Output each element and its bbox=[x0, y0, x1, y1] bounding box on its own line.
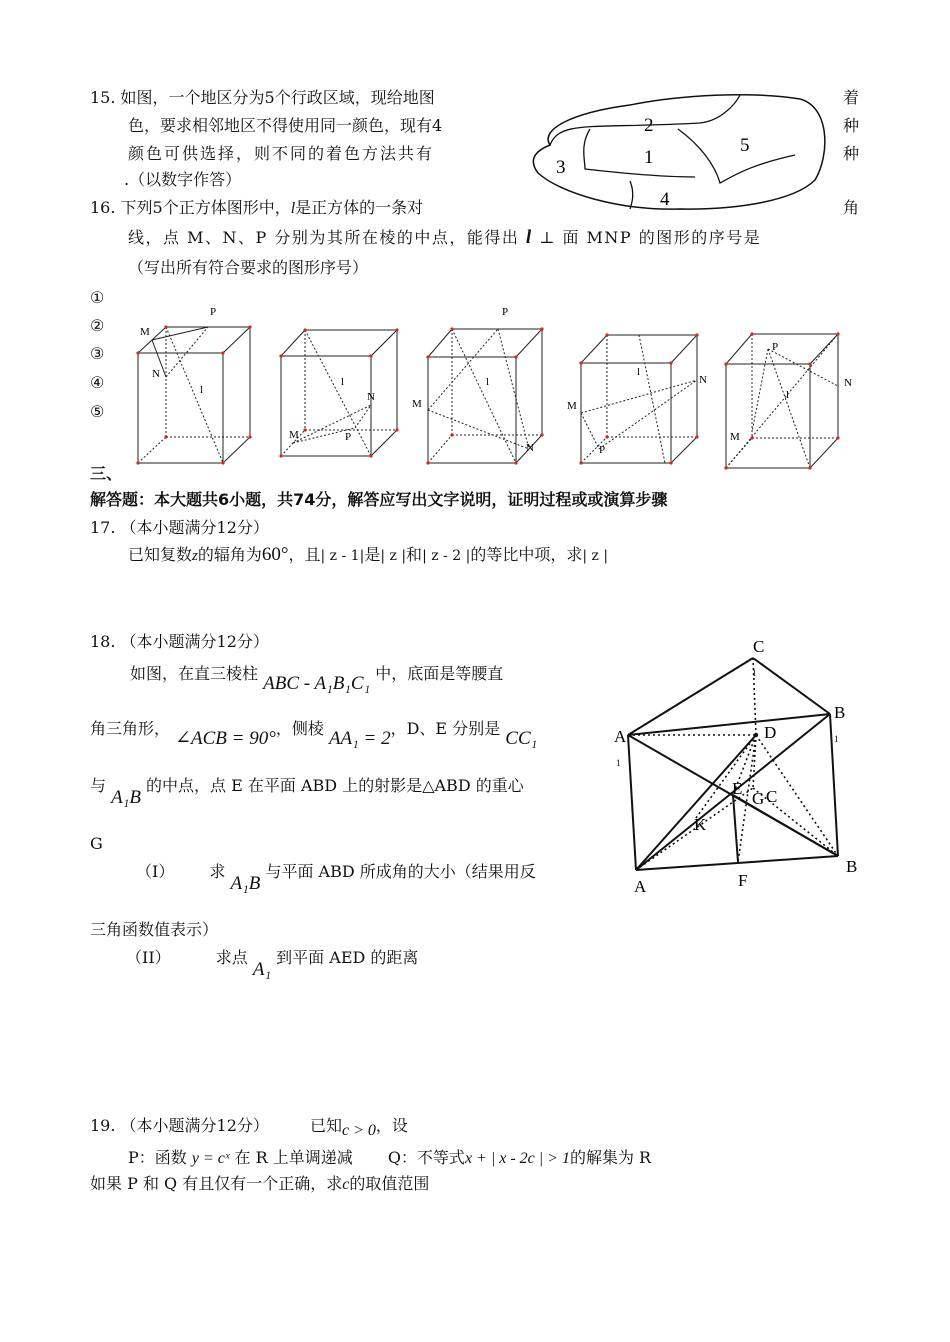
q17-body-a: 已知复数 bbox=[128, 545, 193, 564]
map-label-5: 5 bbox=[740, 135, 750, 156]
q19-head-b: 已知 bbox=[310, 1116, 343, 1135]
label-b1-sub: 1 bbox=[834, 734, 839, 744]
q18-part2-var: A₁ bbox=[252, 959, 272, 980]
q16-line2-a: 线，点 M、N、P 分别为其所在棱的中点，能得出 bbox=[128, 228, 520, 247]
q18-a1b: A₁B bbox=[111, 787, 141, 808]
q19-last-a: 如果 P 和 Q 有且仅有一个正确，求 bbox=[90, 1174, 343, 1193]
q16-line1-end: 角 bbox=[843, 198, 860, 217]
q18-para2 bbox=[90, 717, 538, 749]
q15-line1: 15. 如图，一个地区分为5个行政区域，现给地图 bbox=[90, 88, 435, 107]
q18-p2-c: ，D、E 分别是 bbox=[390, 719, 501, 738]
map-label-4: 4 bbox=[660, 189, 670, 210]
q18-cc1: CC₁ bbox=[505, 728, 538, 749]
q18-part1-label: （I） bbox=[136, 862, 175, 881]
cube2-label-n: N bbox=[367, 391, 375, 403]
q18-part1-b: 与平面 ABD 所成角的大小（结果用反 bbox=[265, 862, 536, 881]
cube3-label-n: N bbox=[526, 442, 534, 454]
q18-part1-var: A₁B bbox=[230, 873, 261, 894]
map-label-1: 1 bbox=[644, 147, 654, 168]
q19-last-var: c bbox=[342, 1176, 350, 1193]
q19-ineq: x + | x - 2c | > 1 bbox=[464, 1150, 570, 1167]
label-k: K bbox=[694, 815, 707, 834]
label-b: B bbox=[846, 857, 858, 876]
cube1-label-l: l bbox=[200, 384, 204, 396]
q15-line4: .（以数字作答） bbox=[124, 170, 242, 189]
cube2-label-m: M bbox=[289, 429, 299, 441]
section-3-heading: 三、 bbox=[90, 464, 123, 483]
region-map-figure bbox=[520, 85, 835, 215]
option-4: ④ bbox=[90, 373, 105, 392]
cube3-label-m: M bbox=[412, 398, 422, 410]
q16-line2-b: 面 MNP 的图形的序号是 bbox=[562, 228, 762, 247]
q17-body-f: 的等比中项，求 bbox=[470, 545, 583, 564]
q19-func: y = cˣ bbox=[191, 1150, 230, 1167]
q15-line2-end: 种 bbox=[843, 116, 860, 135]
q18-part1-a: 求 bbox=[209, 862, 226, 881]
q18-part1-cont: 三角函数值表示） bbox=[90, 920, 219, 939]
label-a: A bbox=[634, 877, 647, 896]
q18-p1-a: 如图，在直三棱柱 bbox=[130, 664, 259, 683]
cube-figure-3 bbox=[410, 305, 550, 470]
q19-head bbox=[90, 1114, 408, 1139]
q16-line3: （写出所有符合要求的图形序号） bbox=[128, 258, 369, 277]
q18-p2-b: ，侧棱 bbox=[275, 719, 324, 738]
q18-angle: ∠ACB = 90° bbox=[175, 728, 276, 749]
q17-body-b: 的辐角为 bbox=[197, 545, 262, 564]
map-label-2: 2 bbox=[644, 115, 654, 136]
q17-z: z bbox=[192, 548, 198, 564]
q18-part2 bbox=[126, 946, 419, 980]
q16-perp: ⊥ bbox=[539, 228, 556, 247]
q17-abs4: | z | bbox=[582, 548, 609, 564]
label-f: F bbox=[738, 871, 748, 890]
q17-abs3: | z - 2 | bbox=[422, 548, 471, 564]
option-2: ② bbox=[90, 316, 105, 335]
map-label-3: 3 bbox=[556, 157, 566, 178]
cube-figure-5 bbox=[720, 320, 865, 470]
q15-line3: 颜色可供选择，则不同的着色方法共有 bbox=[128, 144, 435, 163]
label-a1: A bbox=[614, 727, 627, 746]
q19-q-label: Q：不等式 bbox=[387, 1148, 465, 1167]
cube2-label-l: l bbox=[341, 376, 345, 388]
q17-abs1: | z - 1| bbox=[320, 548, 365, 564]
cube5-label-n: N bbox=[844, 377, 852, 389]
cube1-label-n: N bbox=[152, 368, 160, 380]
q16-l-var: l bbox=[290, 200, 296, 217]
cube4-label-l: l bbox=[637, 366, 641, 378]
q17-angle: 60° bbox=[261, 544, 289, 565]
q16-line1-b: 是正方体的一条对 bbox=[295, 198, 424, 217]
label-c: C bbox=[766, 787, 778, 806]
q18-p3-b: 的中点，点 E 在平面 ABD 上的射影是△ABD 的重心 bbox=[146, 776, 524, 795]
q18-p2-a: 角三角形， bbox=[90, 719, 171, 738]
q18-head: 18. （本小题满分12分） bbox=[90, 632, 269, 651]
option-5: ⑤ bbox=[90, 402, 105, 421]
q18-para1 bbox=[130, 662, 504, 694]
q15-line1-end: 着 bbox=[843, 88, 860, 107]
q19-p-label: P：函数 bbox=[128, 1148, 187, 1167]
q18-part2-a: 求点 bbox=[215, 948, 248, 967]
cube4-label-n: N bbox=[699, 374, 707, 386]
cube5-label-l: l bbox=[786, 389, 790, 401]
q19-head-a: 19. （本小题满分12分） bbox=[90, 1116, 269, 1135]
cube5-label-m: M bbox=[730, 431, 740, 443]
cube5-label-p: P bbox=[772, 341, 779, 353]
cube-figure-2 bbox=[275, 320, 410, 465]
cube3-label-p: P bbox=[502, 306, 509, 318]
q17-body bbox=[128, 543, 608, 568]
q15-line2: 色，要求相邻地区不得使用同一颜色，现有4 bbox=[128, 116, 443, 135]
q19-q-b: 的解集为 R bbox=[569, 1148, 652, 1167]
q19-head-c: ，设 bbox=[375, 1116, 408, 1135]
q19-p-b: 在 R 上单调递减 bbox=[234, 1148, 353, 1167]
section-3-title: 解答题：本大题共6小题，共74分，解答应写出文字说明，证明过程或或演算步骤 bbox=[90, 490, 668, 509]
q18-p3-a: 与 bbox=[90, 776, 107, 795]
q17-head: 17. （本小题满分12分） bbox=[90, 518, 269, 537]
q17-body-d: 是 bbox=[364, 545, 381, 564]
q19-last bbox=[90, 1172, 429, 1197]
cube-figure-1 bbox=[130, 305, 260, 470]
q19-pq bbox=[128, 1146, 651, 1171]
q18-prism: ABC - A₁B₁C₁ bbox=[263, 673, 371, 694]
q16-line1-a: 16. 下列5个正方体图形中， bbox=[90, 198, 291, 217]
q15-line3-end: 种 bbox=[843, 144, 860, 163]
q19-cond: c > 0 bbox=[342, 1122, 376, 1139]
label-c1-sub: 1 bbox=[752, 668, 757, 678]
q18-part2-label: （II） bbox=[126, 948, 171, 967]
label-b1: B bbox=[834, 703, 846, 722]
label-a1-sub: 1 bbox=[616, 758, 621, 768]
option-3: ③ bbox=[90, 344, 105, 363]
q17-abs2: | z | bbox=[380, 548, 407, 564]
q16-line1 bbox=[90, 196, 423, 221]
q18-aa1: AA₁ = 2 bbox=[328, 728, 391, 749]
q18-part1 bbox=[136, 860, 536, 894]
cube4-label-m: M bbox=[567, 400, 577, 412]
q19-last-b: 的取值范围 bbox=[349, 1174, 430, 1193]
cube4-label-p: P bbox=[599, 444, 606, 456]
q18-part2-b: 到平面 AED 的距离 bbox=[276, 948, 419, 967]
label-c1: C bbox=[753, 637, 765, 656]
q16-line2 bbox=[128, 226, 761, 250]
option-1: ① bbox=[90, 288, 105, 307]
cube1-label-m: M bbox=[140, 326, 150, 338]
q17-body-c: ，且 bbox=[288, 545, 321, 564]
label-g: G bbox=[752, 789, 765, 808]
q18-para3 bbox=[90, 774, 524, 808]
cube3-label-l: l bbox=[486, 376, 490, 388]
q18-p1-b: 中，底面是等腰直 bbox=[375, 664, 504, 683]
label-e: E bbox=[732, 779, 743, 798]
cube1-label-p: P bbox=[210, 306, 217, 318]
label-d: D bbox=[764, 723, 777, 742]
q17-body-e: 和 bbox=[406, 545, 423, 564]
cube-figure-4 bbox=[565, 325, 715, 470]
q18-para4: G bbox=[90, 834, 103, 853]
prism-figure bbox=[608, 630, 868, 900]
q16-line2-l: l bbox=[525, 227, 533, 248]
cube2-label-p: P bbox=[345, 431, 352, 443]
